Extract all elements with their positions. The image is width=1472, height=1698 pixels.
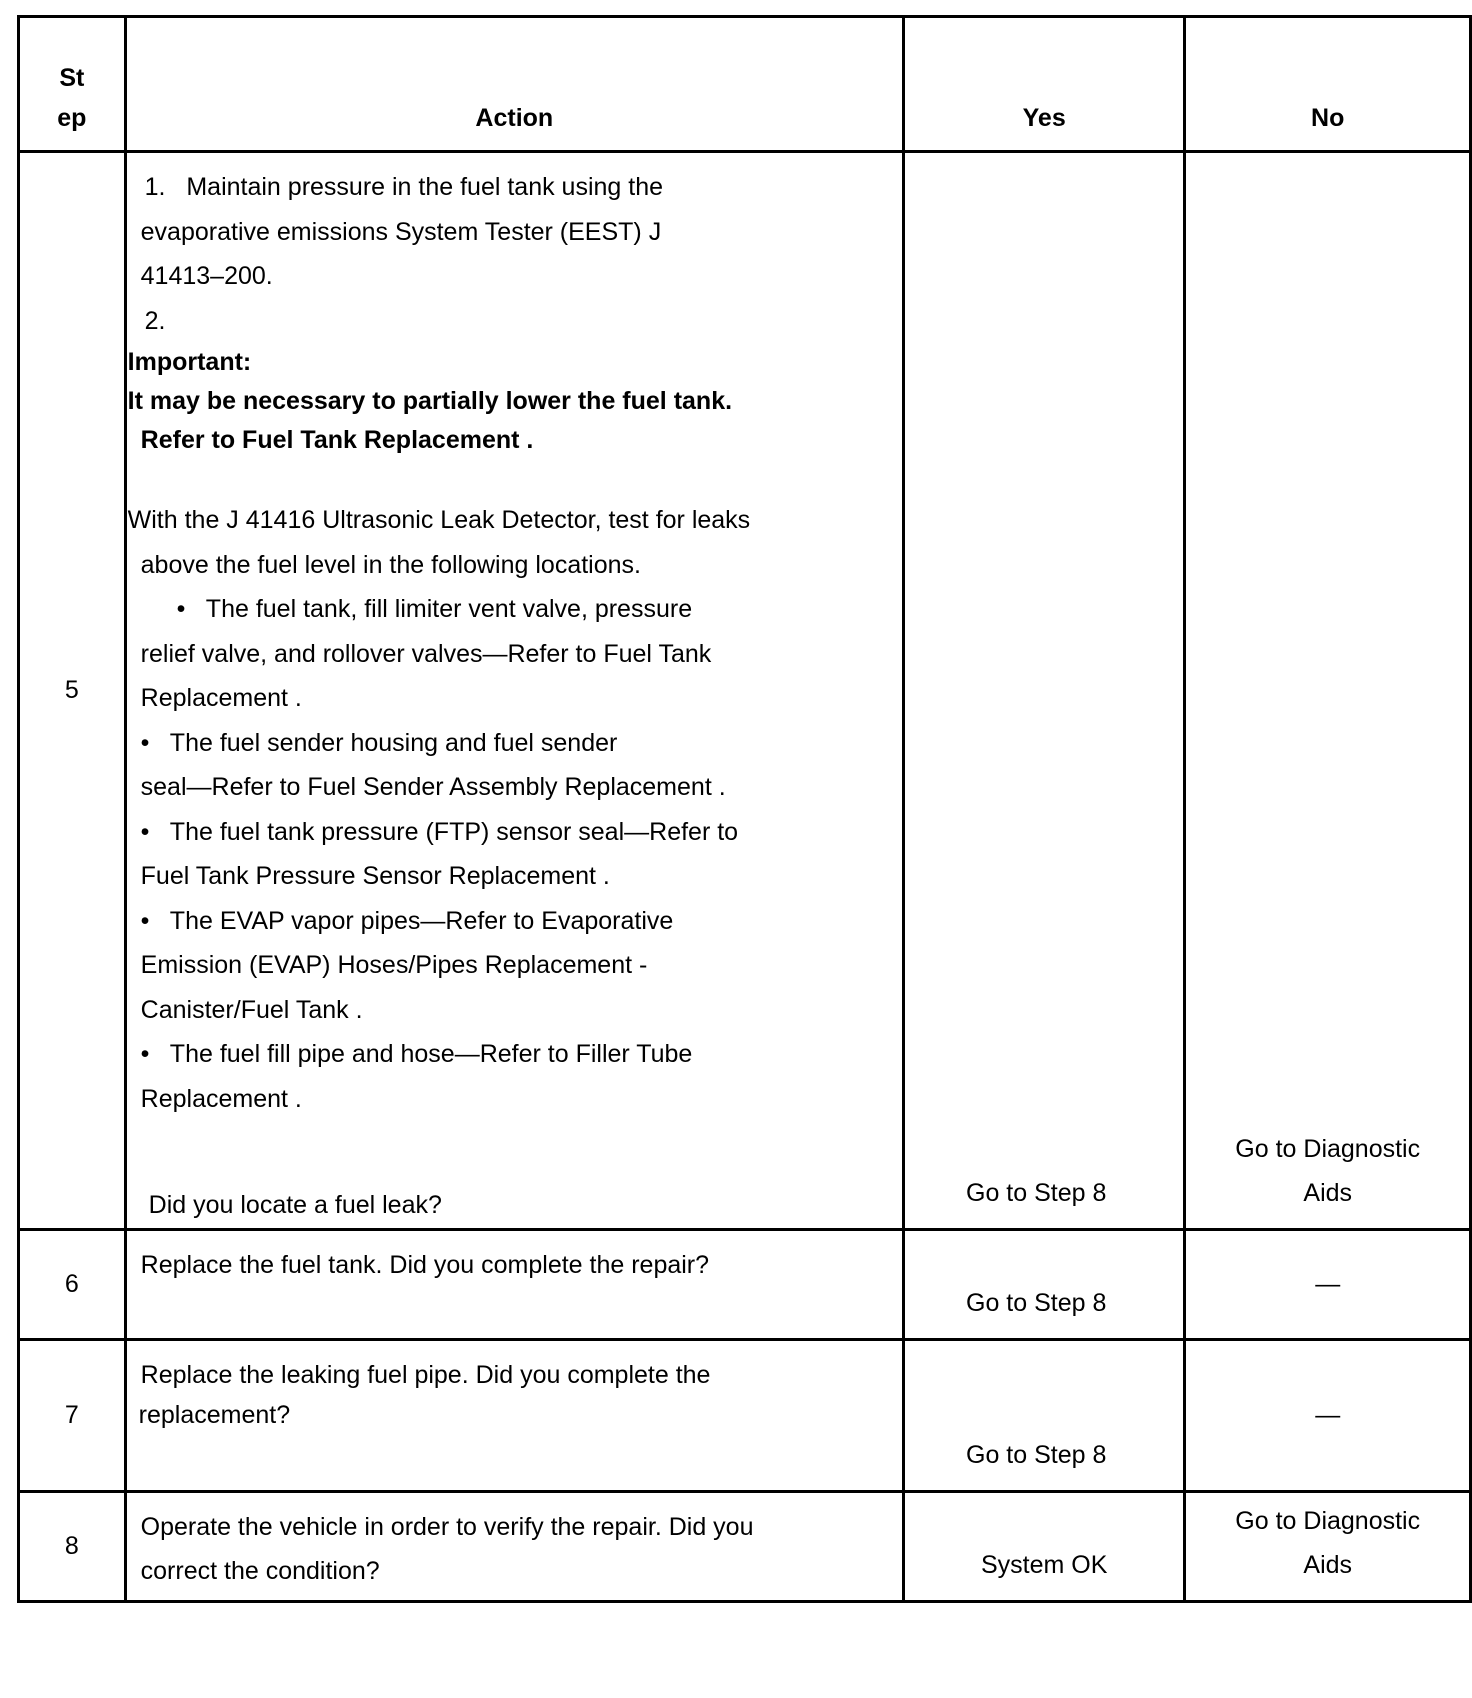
header-no: No bbox=[1185, 17, 1471, 152]
no-cell bbox=[1185, 1339, 1471, 1491]
yes-cell bbox=[903, 1491, 1184, 1601]
bullet-item: relief valve, and rollover valves—Refer to Fuel Tank bbox=[140, 639, 712, 668]
action-cell bbox=[125, 152, 903, 1230]
bullet-item: • The fuel fill pipe and hose—Refer to Filler Tube bbox=[140, 1040, 693, 1068]
no-cell bbox=[1185, 1229, 1471, 1339]
bullet-item: seal—Refer to Fuel Sender Assembly Replacement . bbox=[140, 773, 726, 801]
yes-text: Go to Step 8 bbox=[966, 1289, 1107, 1317]
header-yes: Yes bbox=[903, 17, 1184, 152]
important-label: Important: bbox=[127, 348, 252, 376]
action-line: 1. Maintain pressure in the fuel tank using the bbox=[144, 173, 664, 201]
no-text: Aids bbox=[1303, 1179, 1353, 1207]
no-text: Go to Diagnostic bbox=[1235, 1134, 1421, 1163]
action-line: 41413–200. bbox=[140, 262, 273, 290]
yes-cell bbox=[903, 1339, 1184, 1491]
table-row-step-8 bbox=[19, 1491, 1471, 1601]
header-action: Action bbox=[125, 17, 903, 152]
bullet-item: Emission (EVAP) Hoses/Pipes Replacement - bbox=[140, 951, 648, 979]
important-text: It may be necessary to partially lower the fuel tank. bbox=[127, 387, 733, 415]
no-text: — bbox=[1315, 1270, 1341, 1298]
bullet-item: Replacement . bbox=[140, 684, 302, 712]
header-row bbox=[19, 17, 1471, 152]
bullet-item: Replacement . bbox=[140, 1084, 302, 1113]
no-cell bbox=[1185, 152, 1471, 1230]
action-cell bbox=[125, 1339, 903, 1491]
table-row-step-6 bbox=[19, 1229, 1471, 1339]
no-text: Aids bbox=[1303, 1551, 1353, 1579]
no-cell bbox=[1185, 1491, 1471, 1601]
yes-text: Go to Step 8 bbox=[966, 1441, 1107, 1469]
header-step bbox=[19, 17, 126, 152]
action-line: Replace the leaking fuel pipe. Did you complete the bbox=[140, 1360, 711, 1389]
header-step-line2: ep bbox=[57, 104, 87, 132]
action-line: evaporative emissions System Tester (EEST) J bbox=[140, 217, 662, 246]
bullet-item: Fuel Tank Pressure Sensor Replacement . bbox=[140, 862, 610, 890]
action-line: 2. bbox=[144, 306, 166, 335]
action-line: above the fuel level in the following locations. bbox=[140, 550, 641, 579]
diagnostic-table bbox=[17, 15, 1472, 1603]
step-number: 7 bbox=[19, 1339, 126, 1491]
action-question: Did you locate a fuel leak? bbox=[148, 1191, 442, 1219]
action-line: Replace the fuel tank. Did you complete the repair? bbox=[140, 1250, 710, 1279]
action-line: With the J 41416 Ultrasonic Leak Detector, test for leaks bbox=[127, 506, 751, 534]
bullet-item: Canister/Fuel Tank . bbox=[140, 995, 363, 1024]
bullet-item: • The fuel tank pressure (FTP) sensor seal—Refer to bbox=[140, 817, 739, 846]
bullet-item: • The EVAP vapor pipes—Refer to Evaporative bbox=[140, 906, 674, 935]
bullet-item: • The fuel tank, fill limiter vent valve, pressure bbox=[176, 595, 693, 623]
table-row-step-7 bbox=[19, 1339, 1471, 1491]
action-line: replacement? bbox=[138, 1401, 291, 1429]
bullet-item: • The fuel sender housing and fuel sender bbox=[140, 728, 618, 757]
important-text: Refer to Fuel Tank Replacement . bbox=[140, 426, 534, 454]
action-line: correct the condition? bbox=[140, 1557, 380, 1585]
yes-text: Go to Step 8 bbox=[966, 1179, 1107, 1207]
action-cell bbox=[125, 1229, 903, 1339]
yes-text: System OK bbox=[980, 1551, 1108, 1579]
step-number: 8 bbox=[19, 1491, 126, 1601]
action-line: Operate the vehicle in order to verify the repair. Did you bbox=[140, 1512, 754, 1541]
no-text: Go to Diagnostic bbox=[1235, 1506, 1421, 1535]
step-number: 6 bbox=[19, 1229, 126, 1339]
yes-cell bbox=[903, 1229, 1184, 1339]
header-step-line1: St bbox=[59, 64, 85, 92]
no-text: — bbox=[1315, 1401, 1341, 1429]
action-cell bbox=[125, 1491, 903, 1601]
table-row-step-5 bbox=[19, 152, 1471, 1230]
yes-cell bbox=[903, 152, 1184, 1230]
step-number: 5 bbox=[19, 152, 126, 1230]
